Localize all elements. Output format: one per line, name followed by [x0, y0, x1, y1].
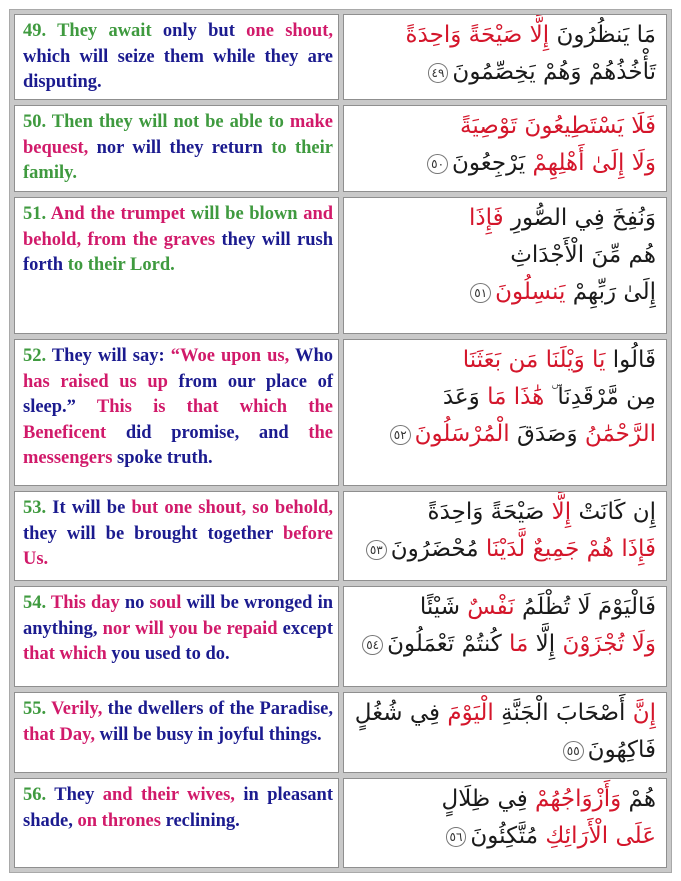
arabic-line	[350, 695, 656, 732]
arabic-segment: هَٰذَا مَا	[479, 384, 545, 410]
text-segment: except	[277, 618, 333, 639]
text-segment: the Beneficent	[23, 397, 333, 443]
text-segment: did promise,	[106, 422, 240, 443]
text-segment: they will rush forth	[23, 229, 333, 275]
arabic-segment: إِلَّا	[544, 499, 572, 525]
arabic-segment: شَيْئًا	[419, 594, 460, 620]
ayah-marker: ٥٤	[362, 635, 383, 655]
arabic-segment: لَّدَيْنَا	[478, 536, 526, 562]
english-translation	[23, 19, 333, 96]
text-segment: They will say:	[51, 346, 165, 366]
ayah-marker: ٤٩	[428, 63, 449, 83]
text-segment: to their family.	[23, 137, 333, 183]
arabic-segment: كُنتُمْ تَعْمَلُونَ	[387, 631, 502, 657]
ayah-marker: ٥٣	[366, 540, 387, 560]
arabic-cell	[343, 778, 667, 868]
arabic-segment: إِن كَانَتْ	[571, 499, 656, 525]
text-segment: and their wives,	[102, 785, 235, 805]
english-cell	[14, 586, 339, 687]
verse-row	[14, 197, 667, 334]
text-segment: And the trumpet	[50, 204, 186, 224]
text-segment: that Day,	[23, 724, 95, 745]
arabic-segment: وَنُفِخَ فِي الصُّورِ	[503, 205, 656, 231]
arabic-segment: وَلَا تُجْزَوْنَ	[555, 631, 656, 657]
arabic-segment: هُم مِّنَ الْأَجْدَاثِ	[510, 242, 656, 268]
arabic-segment: وَأَزْوَاجُهُمْ	[527, 786, 622, 812]
arabic-segment: يَرْجِعُونَ	[452, 150, 526, 176]
text-segment: no	[119, 593, 150, 613]
text-segment: and	[239, 422, 309, 443]
arabic-segment: مُحْضَرُونَ	[390, 536, 479, 562]
text-segment: the dwellers of the Paradise,	[102, 699, 333, 719]
verse-number: 51.	[23, 204, 47, 224]
english-translation	[23, 783, 333, 834]
arabic-segment: وَعَدَ	[442, 384, 480, 410]
text-segment: spoke truth.	[112, 448, 213, 468]
verse-row	[14, 339, 667, 486]
arabic-cell	[343, 491, 667, 581]
text-segment: are disputing.	[23, 46, 333, 92]
arabic-segment: يَا وَيْلَنَا مَن بَعَثَنَا	[462, 347, 606, 373]
text-segment: make bequest,	[23, 112, 333, 158]
text-segment: before Us.	[23, 523, 333, 569]
arabic-segment: فَإِذَا هُمْ جَمِيعٌ	[525, 536, 656, 562]
english-translation	[23, 344, 333, 472]
text-segment: from our place of sleep.”	[23, 371, 333, 417]
arabic-segment: فِي شُغُلٍ	[354, 700, 441, 726]
text-segment: but one shout,	[131, 498, 247, 518]
text-segment: in pleasant shade,	[23, 785, 334, 831]
arabic-cell	[343, 105, 667, 192]
arabic-segment: أَصْحَابَ الْجَنَّةِ	[493, 700, 626, 726]
verse-row	[14, 692, 667, 773]
text-segment: you used to do.	[106, 644, 230, 664]
arabic-segment: إِلَّا	[528, 631, 556, 657]
arabic-segment: الْيَوْمَ	[440, 700, 494, 726]
arabic-line	[350, 274, 656, 311]
arabic-line	[350, 626, 656, 663]
arabic-line	[350, 342, 656, 379]
verse-number: 53.	[23, 498, 47, 518]
arabic-line	[350, 416, 656, 453]
english-translation	[23, 591, 333, 668]
english-cell	[14, 692, 339, 773]
verse-number: 55.	[23, 699, 47, 719]
text-segment: Who	[289, 346, 333, 366]
arabic-line	[350, 54, 656, 91]
text-segment: soul	[149, 593, 182, 613]
arabic-segment: قَالُوا	[605, 347, 656, 373]
arabic-segment: وَصَدَقَ	[509, 421, 578, 447]
verse-number: 56.	[23, 785, 47, 805]
text-segment: only but	[151, 21, 247, 41]
verse-number: 54.	[23, 593, 47, 613]
ayah-marker: ٥٠	[427, 154, 448, 174]
arabic-line	[350, 379, 656, 416]
arabic-segment: مَا	[501, 631, 529, 657]
verse-number: 49.	[23, 21, 47, 41]
arabic-segment: الْمُرْسَلُونَ	[414, 421, 510, 447]
text-segment: the messengers	[23, 422, 333, 468]
arabic-line	[350, 531, 656, 568]
english-translation	[23, 110, 333, 187]
arabic-segment: تَأْخُذُهُمْ وَهُمْ يَخِصِّمُونَ	[452, 59, 656, 85]
text-segment: which will seize them while they	[23, 46, 308, 67]
verse-number: 52.	[23, 346, 47, 366]
ayah-marker: ٥٢	[390, 425, 411, 445]
text-segment: has raised us up	[23, 371, 168, 392]
text-segment: It will be	[52, 498, 132, 518]
english-translation	[23, 496, 333, 573]
arabic-segment: فَلَا يَسْتَطِيعُونَ تَوْصِيَةً	[460, 113, 656, 139]
text-segment: nor will you be repaid	[97, 618, 278, 639]
text-segment: to their Lord.	[63, 255, 175, 275]
english-translation	[23, 202, 333, 279]
text-segment: Verily,	[51, 699, 103, 719]
verse-table	[9, 9, 672, 873]
text-segment: reclining.	[160, 810, 240, 831]
arabic-line	[350, 589, 656, 626]
arabic-cell	[343, 339, 667, 486]
text-segment: one shout,	[246, 21, 334, 41]
arabic-line	[350, 200, 656, 237]
text-segment: on thrones	[72, 810, 161, 831]
english-cell	[14, 105, 339, 192]
text-segment: will be wronged in anything,	[23, 593, 333, 639]
arabic-segment: فَاكِهُونَ	[587, 737, 656, 763]
arabic-segment: يَنسِلُونَ	[495, 279, 566, 305]
english-cell	[14, 778, 339, 868]
verse-row	[14, 778, 667, 868]
english-cell	[14, 339, 339, 486]
arabic-segment: هُمْ	[621, 786, 656, 812]
arabic-segment: فَالْيَوْمَ لَا تُظْلَمُ	[514, 594, 656, 620]
arabic-cell	[343, 586, 667, 687]
text-segment: This day	[50, 593, 120, 613]
arabic-line	[350, 818, 656, 855]
english-cell	[14, 197, 339, 334]
arabic-segment: الرَّحْمَٰنُ	[577, 421, 656, 447]
arabic-segment: إِلَىٰ رَبِّهِمْ	[565, 279, 656, 305]
arabic-segment: مُتَّكِئُونَ	[470, 823, 539, 849]
text-segment: will be busy in joyful things.	[94, 724, 322, 745]
ayah-marker: ٥٦	[446, 827, 467, 847]
arabic-line	[350, 108, 656, 145]
verse-row	[14, 491, 667, 581]
text-segment: Then they will not be able to	[51, 112, 284, 132]
arabic-cell	[343, 14, 667, 100]
text-segment: that which	[23, 644, 107, 664]
arabic-line	[350, 17, 656, 54]
english-cell	[14, 491, 339, 581]
text-segment: so behold,	[246, 498, 333, 518]
text-segment: will be blown	[185, 204, 304, 224]
verse-row	[14, 105, 667, 192]
text-segment: nor will they return	[88, 137, 272, 158]
text-segment: they will be brought together	[23, 523, 283, 544]
arabic-segment: نَفْسٌ	[460, 594, 515, 620]
arabic-line	[350, 732, 656, 769]
verse-number: 50.	[23, 112, 47, 132]
arabic-line	[350, 781, 656, 818]
english-translation	[23, 697, 333, 748]
text-segment: They await	[57, 21, 152, 41]
verse-row	[14, 586, 667, 687]
ayah-marker: ٥١	[470, 283, 491, 303]
arabic-cell	[343, 197, 667, 334]
text-segment: “Woe upon us,	[164, 346, 290, 366]
text-segment: This is that which	[75, 397, 288, 417]
arabic-segment: صَيْحَةً وَاحِدَةً	[427, 499, 545, 525]
arabic-segment: فِي ظِلَالٍ	[441, 786, 528, 812]
text-segment: They	[54, 785, 103, 805]
arabic-cell	[343, 692, 667, 773]
arabic-segment: إِلَّا صَيْحَةً وَاحِدَةً	[405, 22, 550, 48]
text-segment: and behold, from the graves	[23, 204, 334, 250]
arabic-segment: عَلَى الْأَرَائِكِ	[538, 823, 656, 849]
arabic-segment: مَا يَنظُرُونَ	[549, 22, 656, 48]
arabic-segment: مِن مَّرْقَدِنَا ۜ	[544, 384, 656, 410]
arabic-line	[350, 145, 656, 182]
ayah-marker: ٥٥	[563, 741, 584, 761]
arabic-segment: وَلَا إِلَىٰ أَهْلِهِمْ	[525, 150, 656, 176]
verse-row	[14, 14, 667, 100]
arabic-segment: إِنَّ	[625, 700, 656, 726]
english-cell	[14, 14, 339, 100]
arabic-line	[350, 494, 656, 531]
arabic-line	[350, 237, 656, 274]
arabic-segment: فَإِذَا	[468, 205, 504, 231]
